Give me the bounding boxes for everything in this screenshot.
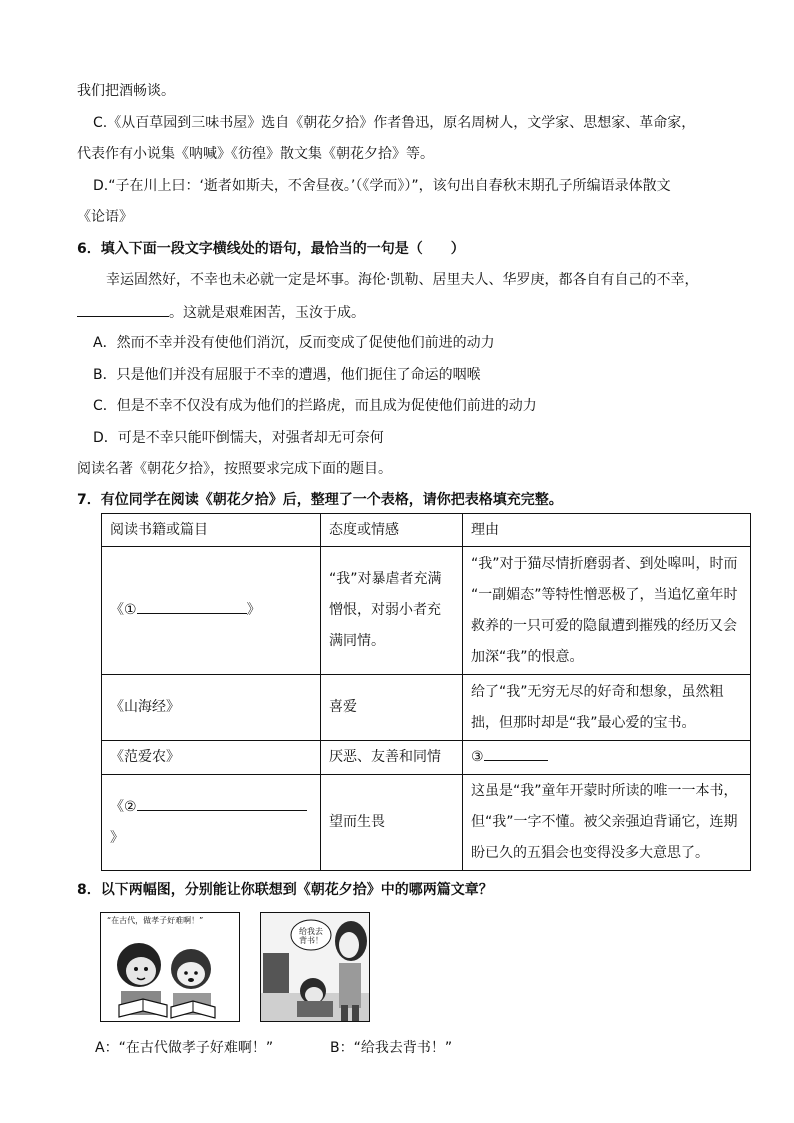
figure-a-caption: A：“在古代做孝子好难啊！” <box>95 1040 274 1056</box>
text-line: C.《从百草园到三味书屋》选自《朝花夕拾》作者鲁迅，原名周树人，文学家、思想家、革命家， <box>93 115 696 131</box>
question-6-passage: 幸运固然好，不幸也未必就一定是坏事。海伦·凯勒、居里夫人、华罗庚，都各自有自己的不幸， <box>106 272 699 288</box>
question-6-stem: 6．填入下面一段文字横线处的语句，最恰当的一句是（ ） <box>77 241 465 257</box>
option-b: B．只是他们并没有屈服于不幸的遭遇，他们扼住了命运的咽喉 <box>93 367 481 383</box>
table-row <box>102 547 751 675</box>
figure-a <box>100 912 240 1022</box>
reason-cell: “我”对于猫尽情折磨弱者、到处嗥叫，时而 “一副媚态”等特性憎恶极了，当追忆童年时 救养的一只可爱的隐鼠遭到摧残的经历又会 加深“我”的恨意。 <box>463 547 751 675</box>
text-line: 我们把酒畅谈。 <box>77 83 175 99</box>
question-6-passage-end: 。这就是艰难困苦，玉汝于成。 <box>77 302 365 323</box>
attitude-cell: 喜爱 <box>321 675 463 741</box>
question-7-stem: 7．有位同学在阅读《朝花夕拾》后，整理了一个表格，请你把表格填充完整。 <box>77 492 563 508</box>
text-line: 《论语》 <box>77 209 133 225</box>
book-cell: 《范爱农》 <box>102 741 321 775</box>
header-cell: 阅读书籍或篇目 <box>102 514 321 547</box>
table-header-row <box>102 514 751 547</box>
figure-a-bubble: “在古代，做孝子好难啊！” <box>107 916 204 925</box>
option-c: C．但是不幸不仅没有成为他们的拦路虎，而且成为促使他们前进的动力 <box>93 398 537 414</box>
attitude-cell: 望而生畏 <box>321 775 463 871</box>
figure-b <box>260 912 370 1022</box>
reading-table <box>101 513 751 871</box>
attitude-cell: “我”对暴虐者充满 憎恨，对弱小者充 满同情。 <box>321 547 463 675</box>
book-cell: 《① 》 <box>102 547 321 675</box>
header-cell: 态度或情感 <box>321 514 463 547</box>
table-row <box>102 675 751 741</box>
question-8-stem: 8．以下两幅图，分别能让你联想到《朝花夕拾》中的哪两篇文章？ <box>77 882 493 898</box>
text-line: D.“子在川上曰：‘逝者如斯夫，不舍昼夜。’（《学而》）”，该句出自春秋末期孔子所编语录体散文 <box>93 178 671 194</box>
kids-reading-illustration <box>101 913 239 1021</box>
answer-blank-3[interactable] <box>484 746 548 761</box>
reason-cell: 给了“我”无穷无尽的好奇和想象，虽然粗 拙，但那时却是“我”最心爱的宝书。 <box>463 675 751 741</box>
figure-b-caption: B：“给我去背书！” <box>330 1040 453 1056</box>
reason-cell: 这虽是“我”童年开蒙时所读的唯一一本书， 但“我”一字不懂。被父亲强迫背诵它，连期 盼已久的五猖会也变得没多大意思了。 <box>463 775 751 871</box>
table-row <box>102 775 751 871</box>
fill-blank <box>77 302 169 317</box>
attitude-cell: 厌恶、友善和同情 <box>321 741 463 775</box>
option-a: A．然而不幸并没有使他们消沉，反而变成了促使他们前进的动力 <box>93 335 495 351</box>
text-line: 代表作有小说集《呐喊》《彷徨》散文集《朝花夕拾》等。 <box>77 146 434 162</box>
option-d: D．可是不幸只能吓倒懦夫，对强者却无可奈何 <box>93 430 384 446</box>
header-cell: 理由 <box>463 514 751 547</box>
reading-intro: 阅读名著《朝花夕拾》，按照要求完成下面的题目。 <box>77 461 392 477</box>
answer-blank-2[interactable] <box>137 796 307 811</box>
answer-blank-1[interactable] <box>137 599 247 614</box>
figure-b-bubble: 给我去背书！ <box>299 927 323 945</box>
book-cell: 《山海经》 <box>102 675 321 741</box>
table-row <box>102 741 751 775</box>
reason-cell: ③ <box>463 741 751 775</box>
book-cell: 《② 》 <box>102 775 321 871</box>
